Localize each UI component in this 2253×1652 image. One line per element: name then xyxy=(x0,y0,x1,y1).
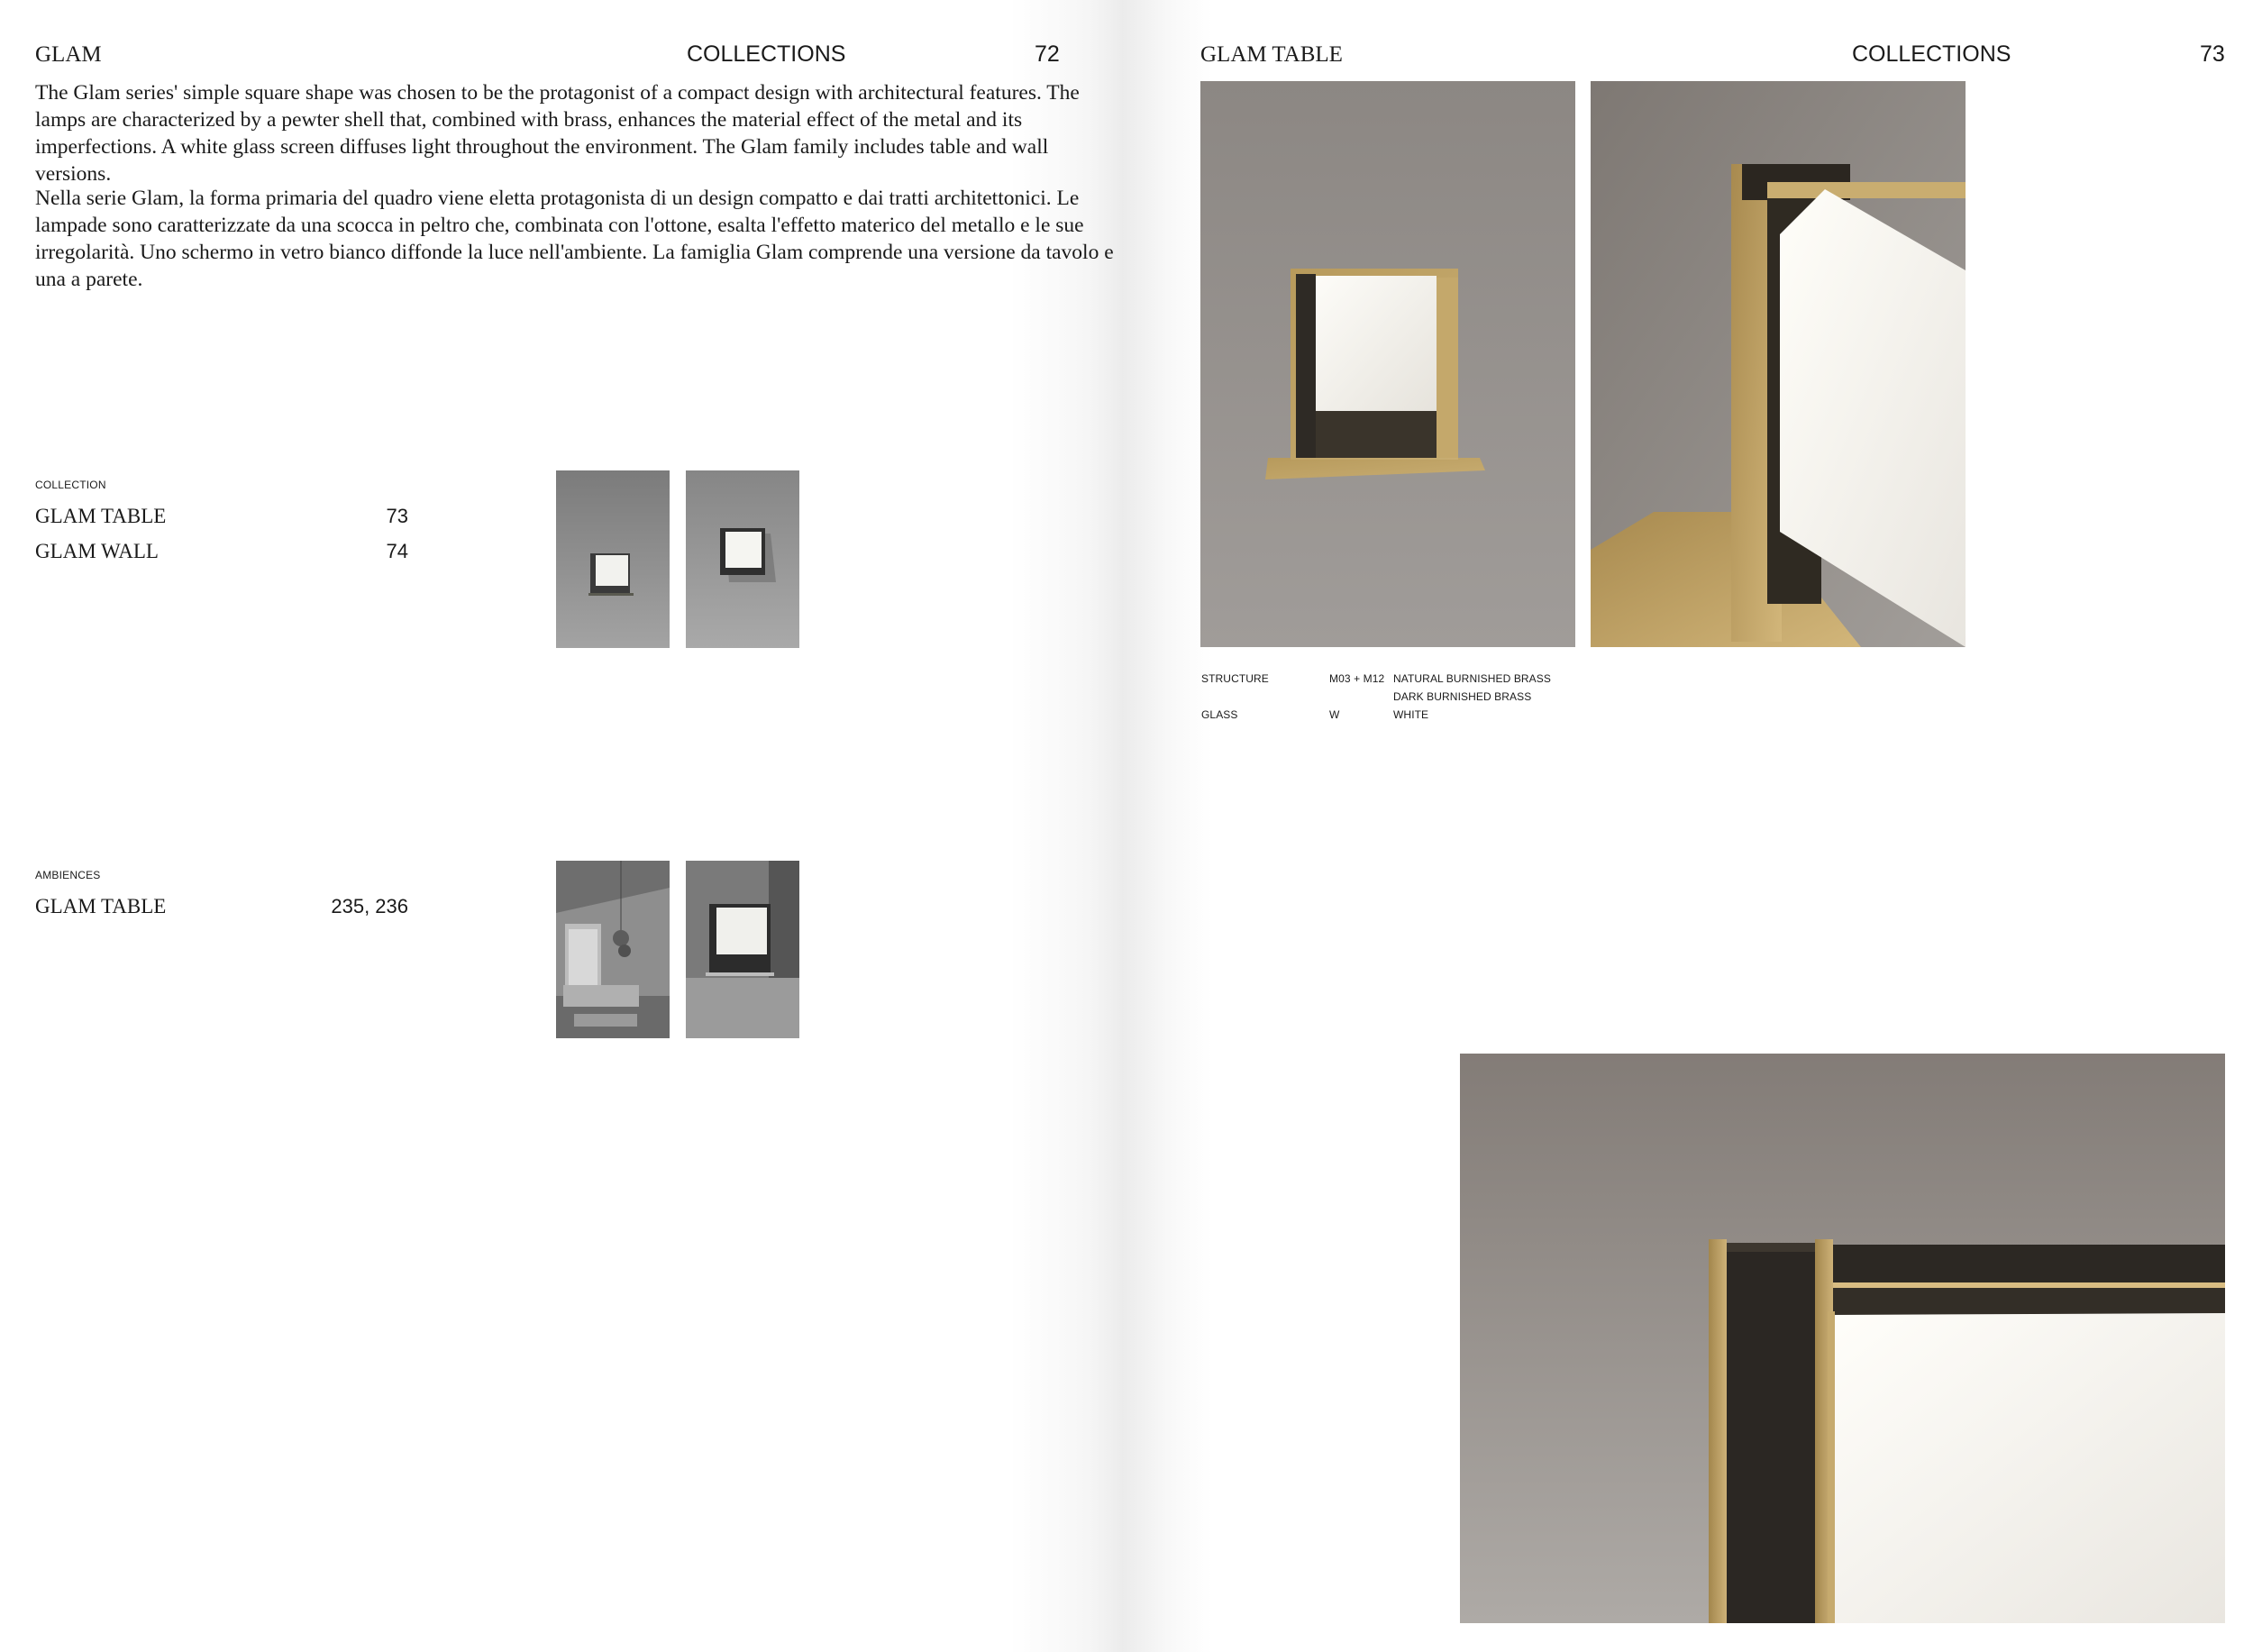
collection-item-page: 74 xyxy=(386,540,408,562)
spec-label-glass: GLASS xyxy=(1201,708,1238,721)
right-page xyxy=(1122,0,2253,1652)
collection-item-glam-wall[interactable]: GLAM WALL xyxy=(35,540,159,562)
ambience-item-pages: 235, 236 xyxy=(331,895,408,917)
ambiences-label: AMBIENCES xyxy=(35,869,101,881)
spec-value-dark-burnished-brass: DARK BURNISHED BRASS xyxy=(1393,690,1532,703)
spec-value-natural-burnished-brass: NATURAL BURNISHED BRASS xyxy=(1393,672,1551,685)
left-page xyxy=(0,0,1122,1652)
product-photo-closeup xyxy=(1460,1054,2225,1623)
thumbnail-ambience-table[interactable] xyxy=(686,861,799,1038)
spec-code-structure: M03 + M12 xyxy=(1329,672,1385,685)
product-photo-detail xyxy=(1591,81,1966,647)
thumbnail-glam-wall[interactable] xyxy=(686,470,799,648)
description-italian: Nella serie Glam, la forma primaria del quadro viene eletta protagonista di un design compatto e dai tratti architettonici. Le lampade sono caratterizzate da una scocca in peltro che, combinata con l'ottone, esalta l'effetto materico del metallo e le sue irregolarità. Uno schermo in vetro bianco diffonde la luce nell'ambiente. La famiglia Glam comprende una versione da tavolo e una a parete. xyxy=(35,187,1114,291)
page-number: 73 xyxy=(2200,41,2225,67)
collection-item-glam-table[interactable]: GLAM TABLE xyxy=(35,505,167,527)
page-title: GLAM xyxy=(35,42,102,67)
ambience-item-glam-table[interactable]: GLAM TABLE xyxy=(35,895,167,917)
thumbnail-glam-table[interactable] xyxy=(556,470,670,648)
description-english: The Glam series' simple square shape was chosen to be the protagonist of a compact design with architectural features. The lamps are characterized by a pewter shell that, combined with brass, enhances the material effect of the metal and its imperfections. A white glass screen diffuses light throughout the environment. The Glam family includes table and wall versions. xyxy=(35,81,1080,186)
collection-item-page: 73 xyxy=(386,505,408,527)
page-number: 72 xyxy=(1035,41,1060,67)
collection-label: COLLECTION xyxy=(35,479,106,491)
product-photo-front xyxy=(1200,81,1575,647)
thumbnail-ambience-livingroom[interactable] xyxy=(556,861,670,1038)
spec-label-structure: STRUCTURE xyxy=(1201,672,1269,685)
spec-code-glass: W xyxy=(1329,708,1340,721)
section-label: COLLECTIONS xyxy=(1852,41,2011,67)
product-title: GLAM TABLE xyxy=(1200,42,1343,67)
section-label: COLLECTIONS xyxy=(687,41,846,67)
spec-value-white: WHITE xyxy=(1393,708,1429,721)
